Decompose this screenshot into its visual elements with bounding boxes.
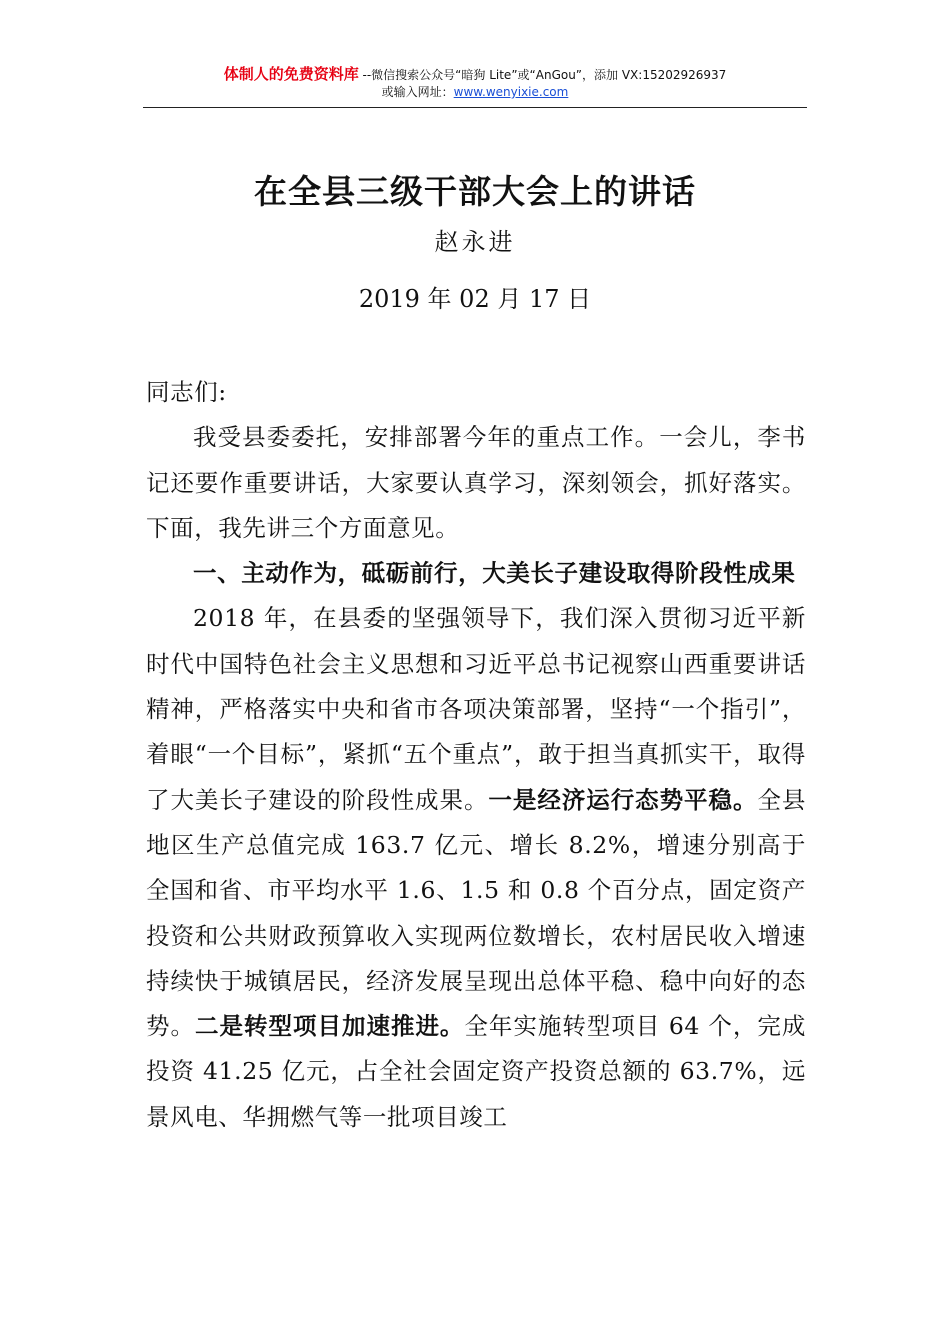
- header-line-1: [143, 66, 807, 84]
- document-body: [146, 370, 806, 1140]
- document-date: 2019 年 02 月 17 日: [358, 285, 592, 313]
- header-divider: [143, 107, 807, 108]
- paragraph-text: 全年实施转型项目 64 个，完成投资 41.25 亿元，占全社会固定资产投资总额的 63.7%，远景风电、华拥燃气等一批项目竣工: [146, 1012, 806, 1131]
- header-brand: 体制人的免费资料库: [223, 65, 359, 83]
- document-title: 在全县三级干部大会上的讲话: [254, 172, 696, 211]
- paragraph-bold-point: 二是转型项目加速推进。: [195, 1012, 465, 1041]
- paragraph-text: 2018 年，在县委的坚强领导下，我们深入贯彻习近平新时代中国特色社会主义思想和习近平总书记视察山西重要讲话精神，严格落实中央和省市各项决策部署，坚持“一个指引”，着眼“一个目标”，紧抓“五个重点”，敢于担当真抓实干，取得了大美长子建设的阶段性成果。: [146, 604, 806, 814]
- header-line-2: [143, 84, 807, 101]
- paragraph-bold-point: 一是经济运行态势平稳。: [488, 785, 758, 814]
- body-paragraph-1: [146, 596, 806, 1140]
- page-header: [143, 66, 807, 101]
- header-url-prefix: 或输入网址：: [381, 85, 454, 99]
- salutation: 同志们:: [146, 378, 227, 406]
- section-heading-1: 一、主动作为，砥砺前行，大美长子建设取得阶段性成果: [193, 559, 796, 588]
- paragraph-text: 全县地区生产总值完成 163.7 亿元、增长 8.2%，增速分别高于全国和省、市平均水平 1.6、1.5 和 0.8 个百分点，固定资产投资和公共财政预算收入实现两位数增长，农村居民收入增速持续快于城镇居民，经济发展呈现出总体平稳、稳中向好的态势。: [146, 785, 806, 1041]
- header-url-link[interactable]: www.wenyixie.com: [453, 85, 569, 99]
- header-promo: --微信搜索公众号“暗狗 Lite”或“AnGou”，添加 VX:15202926937: [358, 68, 727, 82]
- document-author: 赵永进: [434, 228, 516, 256]
- intro-paragraph: 我受县委委托，安排部署今年的重点工作。一会儿，李书记还要作重要讲话，大家要认真学习，深刻领会，抓好落实。下面，我先讲三个方面意见。: [146, 423, 806, 542]
